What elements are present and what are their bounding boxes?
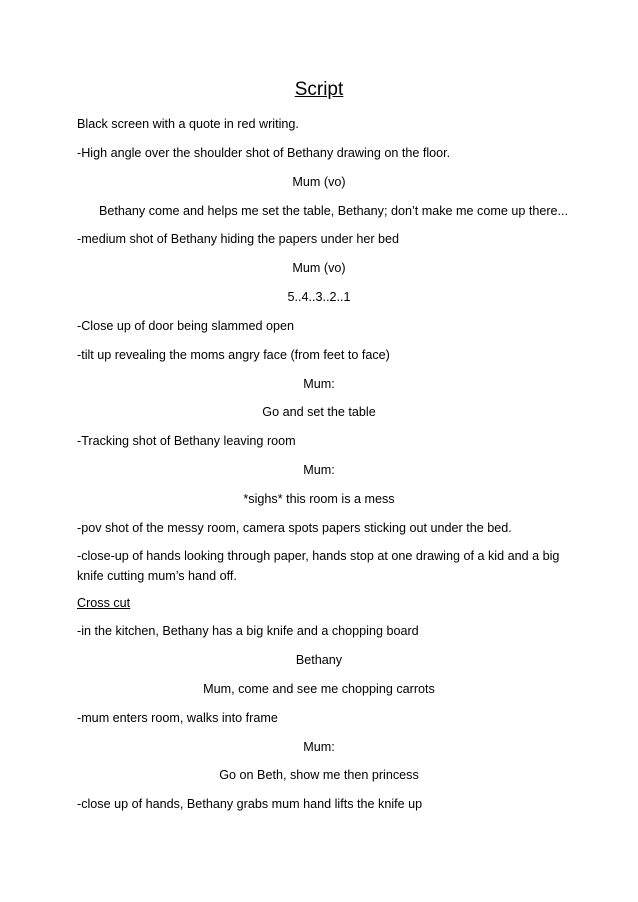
dialogue-line: *sighs* this room is a mess: [243, 492, 395, 506]
character-name-mum: Mum:: [303, 377, 335, 391]
script-line-1: Black screen with a quote in red writing.: [77, 117, 299, 131]
script-line-5: -medium shot of Bethany hiding the papers under her bed: [77, 232, 400, 246]
character-name-mum: Mum:: [303, 740, 335, 754]
dialogue-line: 5..4..3..2..1: [287, 290, 351, 304]
dialogue-line: Go and set the table: [262, 405, 376, 419]
page-title: Script: [294, 79, 344, 100]
cross-cut-heading: Cross cut: [77, 596, 131, 610]
script-line-15: -pov shot of the messy room, camera spots papers sticking out under the bed.: [77, 521, 512, 535]
dialogue-line: Mum, come and see me chopping carrots: [203, 682, 435, 696]
script-line-8: -Close up of door being slammed open: [77, 319, 295, 333]
character-name-mum-vo: Mum (vo): [292, 175, 346, 189]
script-line-2: -High angle over the shoulder shot of Bethany drawing on the floor.: [77, 146, 451, 160]
dialogue-line: Bethany come and helps me set the table, Bethany; don’t make me come up there...: [99, 204, 569, 218]
script-line-21: -mum enters room, walks into frame: [77, 711, 278, 725]
character-name-mum-vo: Mum (vo): [292, 261, 346, 275]
script-line-16: -close-up of hands looking through paper, hands stop at one drawing of a kid and a big knife cutting mum’s hand off.: [77, 549, 560, 583]
character-name-bethany: Bethany: [295, 653, 343, 667]
script-line-12: -Tracking shot of Bethany leaving room: [77, 434, 296, 448]
character-name-mum: Mum:: [303, 463, 335, 477]
dialogue-line: Go on Beth, show me then princess: [219, 768, 419, 782]
script-line-24: -close up of hands, Bethany grabs mum hand lifts the knife up: [77, 797, 423, 811]
script-line-9: -tilt up revealing the moms angry face (from feet to face): [77, 348, 390, 362]
script-line-18: -in the kitchen, Bethany has a big knife and a chopping board: [77, 624, 419, 638]
